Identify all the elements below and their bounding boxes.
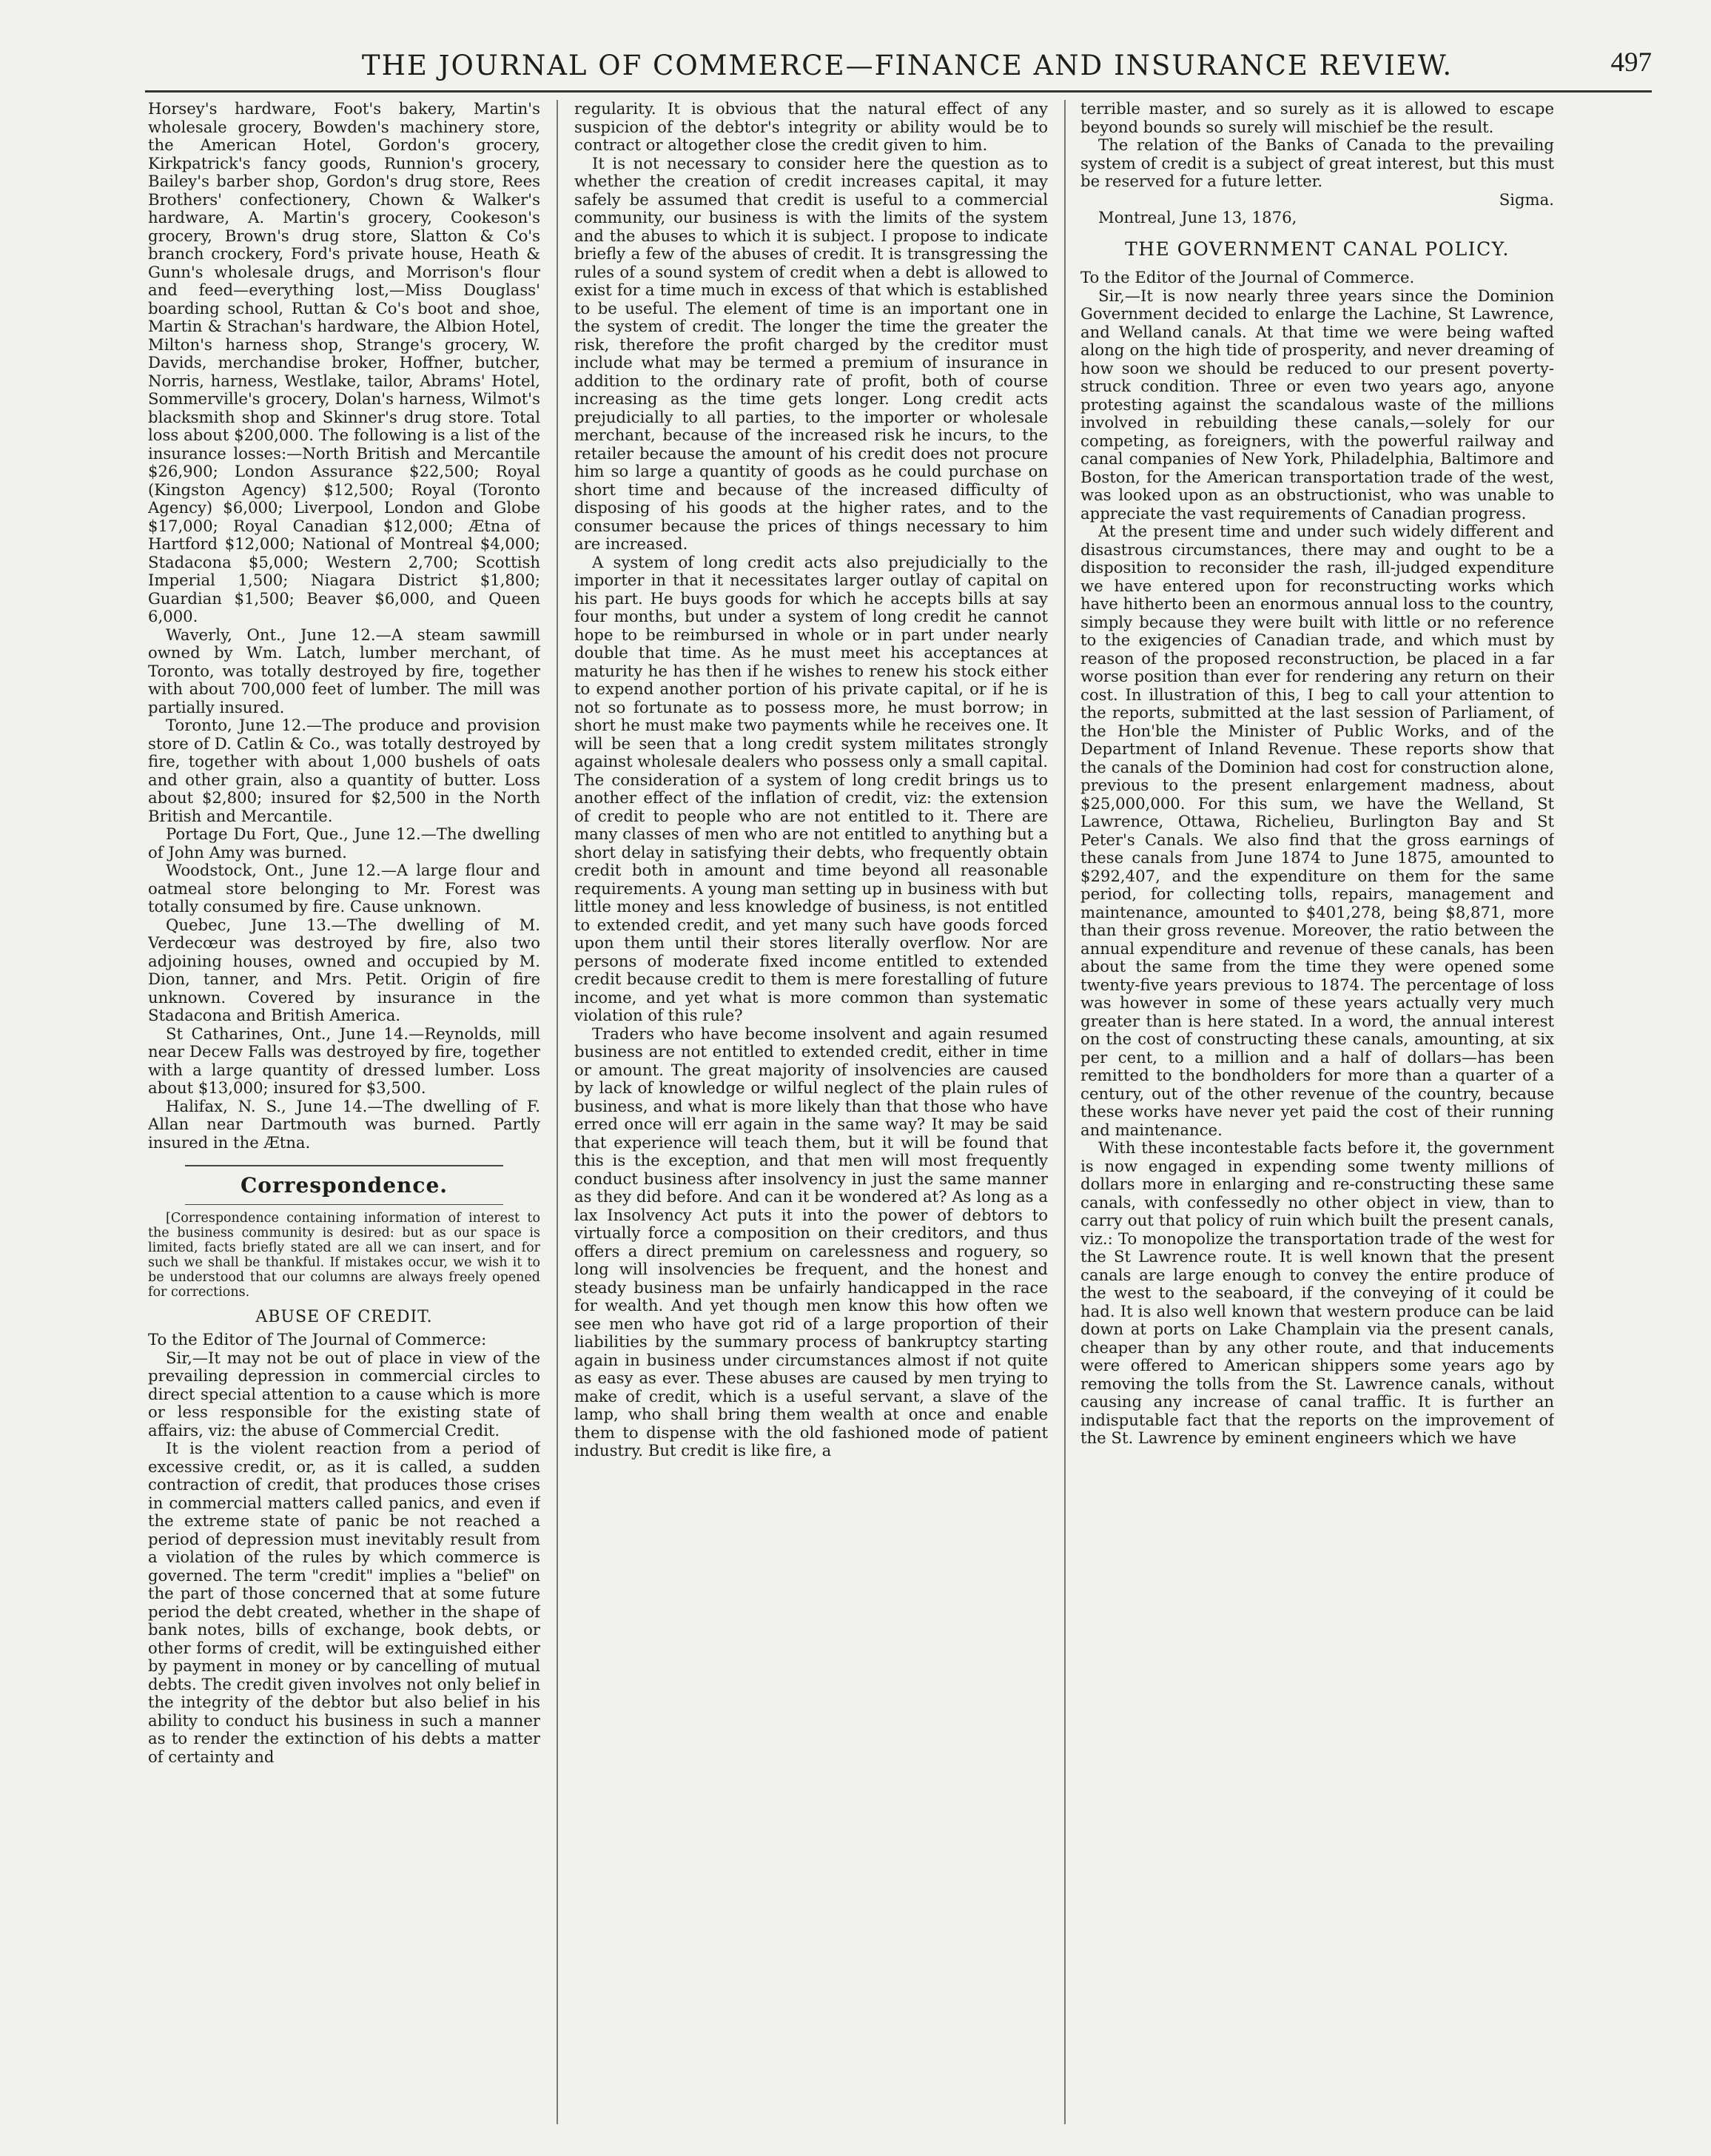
- correspondence-heading: Correspondence.: [240, 1173, 448, 1198]
- section-divider: [185, 1204, 503, 1205]
- article-title: THE GOVERNMENT CANAL POLICY.: [1125, 238, 1510, 260]
- column-1: [148, 100, 540, 2124]
- article-salutation: To the Editor of The Journal of Commerce:: [148, 1330, 487, 1349]
- article-paragraph: At the present time and under such widely different and disastrous circumstances, there may and ought to be a disposition to reconsider the rash, ill-judged expenditure we have entered upon for reconstructing works which have hitherto been an enormous annual loss to the country, simply because they were built with little or no reference to the exigencies of Canadian trade, and which must by reason of the proposed reconstruction, be placed in a far worse position than ever for rendering any return on their cost. In illustration of this, I beg to call your attention to the reports, submitted at the last session of Parliament, of the Hon'ble the Minister of Public Works, and of the Department of Inland Revenue. These reports show that the canals of the Dominion had cost for construction alone, previous to the present enlargement madness, about $25,000,000. For this sum, we have the Welland, St Lawrence, Ottawa, Richelieu, Burlington Bay and St Peter's Canals. We also find that the gross earnings of these canals from June 1874 to June 1875, amounted to $292,407, and the expenditure on them for the same period, for collecting tolls, repairs, management and maintenance, amounted to $401,278, being $8,871, more than their gross revenue. Moreover, the ratio between the annual expenditure and revenue of these canals, has been about the same from the time they were opened some twenty-five years previous to 1874. The percentage of loss was however in some of these years actually very much greater than is here stated. In a word, the annual interest on the cost of constructing these canals, amounting, at six per cent, to a million and a half of dollars—has been remitted to the bondholders for more than a quarter of a century, out of the other revenue of the country, because these works have never yet paid the cost of their running and maintenance.: [1080, 522, 1554, 1139]
- article-salutation: To the Editor of the Journal of Commerce.: [1080, 268, 1415, 286]
- column-2: [574, 100, 1048, 2124]
- article-paragraph: terrible master, and so surely as it is allowed to escape beyond bounds so surely will mischief be the result.: [1080, 100, 1554, 136]
- fire-report-paragraph: Halifax, N. S., June 14.—The dwelling of F. Allan near Dartmouth was burned. Partly insured in the Ætna.: [148, 1096, 540, 1152]
- header-rule: [145, 90, 1652, 93]
- page-header: [163, 37, 1652, 81]
- fire-report-paragraph: St Catharines, Ont., June 14.—Reynolds, mill near Decew Falls was destroyed by fire, together with a large quantity of dressed lumber. Loss about $13,000; insured for $3,500.: [148, 1024, 540, 1097]
- article-title: ABUSE OF CREDIT.: [255, 1307, 433, 1326]
- article-paragraph: Sir,—It may not be out of place in view of the prevailing depression in commercial circles to direct special attention to a cause which is more or less responsible for the existing state of affairs, viz: the abuse of Commercial Credit.: [148, 1348, 540, 1440]
- fire-report-paragraph: Quebec, June 13.—The dwelling of M. Verdecœur was destroyed by fire, also two adjoining houses, owned and occupied by M. Dion, tanner, and Mrs. Petit. Origin of fire unknown. Covered by insurance in the Stadacona and British America.: [148, 915, 540, 1024]
- fire-report-paragraph: Horsey's hardware, Foot's bakery, Martin's wholesale grocery, Bowden's machinery store, the American Hotel, Gordon's grocery, Kirkpatrick's fancy goods, Runnion's grocery, Bailey's barber shop, Gordon's drug store, Rees Brothers' confectionery, Chown & Walker's hardware, A. Martin's grocery, Cookeson's grocery, Brown's drug store, Slatton & Co's branch crockery, Ford's private house, Heath & Gunn's wholesale drugs, and Morrison's flour and feed—everything lost,—Miss Douglass' boarding school, Ruttan & Co's boot and shoe, Martin & Strachan's hardware, the Albion Hotel, Milton's harness shop, Strange's grocery, W. Davids, merchandise broker, Hoffner, butcher, Norris, harness, Westlake, tailor, Abrams' Hotel, Sommerville's grocery, Dolan's harness, Wilmot's blacksmith shop and Skinner's drug store. Total loss about $200,000. The following is a list of the insurance losses:—North British and Mercantile $26,900; London Assurance $22,500; Royal (Kingston Agency) $12,500; Royal (Toronto Agency) $6,000; Liverpool, London and Globe $17,000; Royal Canadian $12,000; Ætna of Hartford $12,000; National of Montreal $4,000; Stadacona $5,000; Western 2,700; Scottish Imperial 1,500; Niagara District $1,800; Guardian $1,500; Beaver $6,000, and Queen 6,000.: [148, 100, 540, 625]
- letter-signature: Sigma.: [1499, 189, 1554, 209]
- correspondence-notice: [Correspondence containing information of interest to the business community is desired: but as our space is limited, facts briefly stated are all we can insert, and for such we shall be thankful. If mistakes occur, we wish it to be understood that our columns are always freely opened for corrections.: [148, 1210, 540, 1300]
- letter-dateline: Montreal, June 13, 1876,: [1098, 208, 1297, 226]
- fire-report-paragraph: Toronto, June 12.—The produce and provision store of D. Catlin & Co., was totally destroyed by fire, together with about 1,000 bushels of oats and other grain, also a quantity of butter. Loss about $2,800; insured for $2,500 in the North British and Mercantile.: [148, 716, 540, 825]
- fire-report-paragraph: Portage Du Fort, Que., June 12.—The dwelling of John Amy was burned.: [148, 825, 540, 862]
- article-paragraph: Sir,—It is now nearly three years since the Dominion Government decided to enlarge the Lachine, St Lawrence, and Welland canals. At that time we were being wafted along on the high tide of prosperity, and never dreaming of how soon we should be reduced to our present poverty-struck condition. Three or even two years ago, anyone protesting against the scandalous waste of the millions involved in rebuilding these canals,—solely for our competing, as foreigners, with the powerful railway and canal companies of New York, Philadelphia, Baltimore and Boston, for the American transportation trade of the west, was looked upon as an obstructionist, who was unable to appreciate the vast requirements of Canadian progress.: [1080, 286, 1554, 523]
- article-paragraph: It is not necessary to consider here the question as to whether the creation of credit increases capital, it may safely be assumed that credit is useful to a commercial community, our business is with the limits of the system and the abuses to which it is subject. I propose to indicate briefly a few of the abuses of credit. It is transgressing the rules of a sound system of credit when a debt is allowed to exist for a time much in excess of that which is established to be useful. The element of time is an important one in the system of credit. The longer the time the greater the risk, therefore the profit charged by the creditor must include what may be termed a premium of insurance in addition to the ordinary rate of profit, both of course increasing as the time gets longer. Long credit acts prejudicially to all parties, to the importer or wholesale merchant, because of the increased risk he incurs, to the retailer because the amount of his credit does not procure him so large a quantity of goods as he could purchase on short time and because of the increased difficulty of disposing of his goods at the higher rates, and to the consumer because the prices of things necessary to him are increased.: [574, 153, 1048, 553]
- article-paragraph: It is the violent reaction from a period of excessive credit, or, as it is called, a sudden contraction of credit, that produces those crises in commercial matters called panics, and even if the extreme state of panic be not reached a period of depression must inevitably result from a violation of the rules by which commerce is governed. The term "credit" implies a "belief" on the part of those concerned that at some future period the debt created, whether in the shape of bank notes, bills of exchange, book debts, or other forms of credit, will be extinguished either by payment in money or by cancelling of mutual debts. The credit given involves not only belief in the integrity of the debtor but also belief in his ability to conduct his business in such a manner as to render the extinction of his debts a matter of certainty and: [148, 1439, 540, 1766]
- fire-report-paragraph: Woodstock, Ont., June 12.—A large flour and oatmeal store belonging to Mr. Forest was totally consumed by fire. Cause unknown.: [148, 861, 540, 916]
- column-rule-2: [1064, 100, 1066, 2124]
- column-rule-1: [557, 100, 558, 2124]
- article-paragraph: A system of long credit acts also prejudicially to the importer in that it necessitates larger outlay of capital on his part. He buys goods for which he accepts bills at say four months, but under a system of long credit he cannot hope to be reimbursed in whole or in part under nearly double that time. As he must meet his acceptances at maturity he has then if he wishes to renew his stock either to expend another portion of his private capital, or if he is not so fortunate as to possess more, he must borrow; in short he must make two payments while he receives one. It will be seen that a long credit system militates strongly against wholesale dealers who possess only a small capital. The consideration of a system of long credit brings us to another effect of the inflation of credit, viz: the extension of credit to people who are not entitled to it. There are many classes of men who are not entitled to anything but a short delay in satisfying their debts, who frequently obtain credit both in amount and time beyond all reasonable requirements. A young man setting up in business with but little money and less knowledge of business, is not entitled to extended credit, and yet many such have goods forced upon them until their stores literally overflow. Nor are persons of moderate fixed income entitled to extended credit because credit to them is mere forestalling of future income, and yet what is more common than systematic violation of this rule?: [574, 552, 1048, 1024]
- article-paragraph: The relation of the Banks of Canada to the prevailing system of credit is a subject of great interest, but this must be reserved for a future letter.: [1080, 135, 1554, 190]
- column-3: [1080, 100, 1554, 2124]
- article-paragraph: regularity. It is obvious that the natural effect of any suspicion of the debtor's integrity or ability would be to contract or altogether close the credit given to him.: [574, 100, 1048, 154]
- section-divider: [185, 1165, 503, 1166]
- journal-title: THE JOURNAL OF COMMERCE—FINANCE AND INSURANCE REVIEW.: [361, 50, 1453, 81]
- fire-report-paragraph: Waverly, Ont., June 12.—A steam sawmill owned by Wm. Latch, lumber merchant, of Toronto, was totally destroyed by fire, together with about 700,000 feet of lumber. The mill was partially insured.: [148, 625, 540, 716]
- page-number: 497: [1610, 47, 1652, 78]
- article-paragraph: With these incontestable facts before it, the government is now engaged in expending some twenty millions of dollars more in enlarging and re-constructing these same canals, with confessedly no other object in view, than to carry out that policy of ruin which built the present canals, viz.: To monopolize the transportation trade of the west for the St Lawrence route. It is well known that the present canals are large enough to convey the entire produce of the west to the seaboard, if the conveying of it could be had. It is also well known that western produce can be laid down at ports on Lake Champlain via the present canals, cheaper than by any other route, and that inducements were offered to American shippers some years ago by removing the tolls from the St. Lawrence canals, without causing any increase of canal traffic. It is further an indisputable fact that the reports on the improvement of the St. Lawrence by eminent engineers which we have: [1080, 1138, 1554, 1447]
- article-paragraph: Traders who have become insolvent and again resumed business are not entitled to extended credit, either in time or amount. The great majority of insolvencies are caused by lack of knowledge or wilful neglect of the plain rules of business, and what is more likely than that those who have erred once will err again in the same way? It may be said that experience will teach them, but it will be found that this is the exception, and that men will most frequently conduct business after insolvency in just the same manner as they did before. And can it be wondered at? As long as a lax Insolvency Act puts it into the power of debtors to virtually force a composition on their creditors, and thus offers a direct premium on carelessness and roguery, so long will insolvencies be frequent, and the honest and steady business man be unfairly handicapped in the race for wealth. And yet though men know this how often we see men who have got rid of a large proportion of their liabilities by the summary process of bankruptcy starting again in business under circumstances almost if not quite as easy as ever. These abuses are caused by men trying to make of credit, which is a useful servant, a slave of the lamp, who shall bring them wealth at once and enable them to dispense with the old fashioned mode of patient industry. But credit is like fire, a: [574, 1024, 1048, 1460]
